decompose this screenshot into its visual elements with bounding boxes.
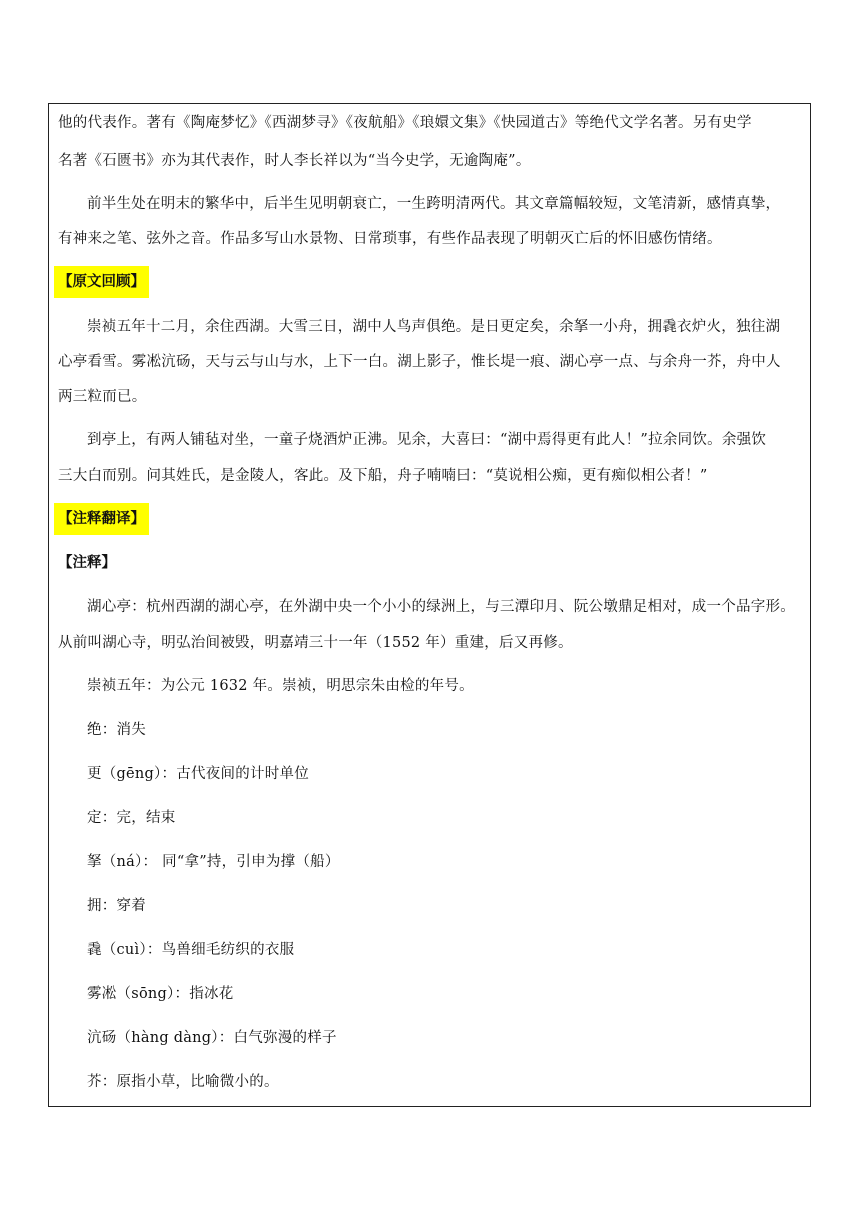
intro-text: 名著《石匮书》亦为其代表作，时人李长祥以为“当今史学，无逾陶庵”。 xyxy=(58,153,531,169)
original-text: 三大白而别。问其姓氏，是金陵人，客此。及下船，舟子喃喃曰：“莫说相公痴，更有痴似相公者！” xyxy=(58,468,708,484)
intro-text: 前半生处在明末的繁华中，后半生见明朝衰亡，一生跨明清两代。其文章篇幅较短，文笔清新，感情真挚， xyxy=(87,196,781,212)
original-text: 两三粒而已。 xyxy=(58,389,147,405)
intro-text: 有神来之笔、弦外之音。作品多写山水景物、日常琐事，有些作品表现了明朝灭亡后的怀旧感伤情绪。 xyxy=(58,231,722,247)
note-item: 拥：穿着 xyxy=(87,898,146,914)
note-item: 从前叫湖心寺，明弘治间被毁，明嘉靖三十一年（1552 年）重建，后又再修。 xyxy=(58,635,573,651)
original-text: 崇祯五年十二月，余住西湖。大雪三日，湖中人鸟声俱绝。是日更定矣，余拏一小舟，拥毳衣炉火，独往湖 xyxy=(87,319,781,335)
original-text: 心亭看雪。雾凇沆砀，天与云与山与水，上下一白。湖上影子，惟长堤一痕、湖心亭一点、与余舟一芥，舟中人 xyxy=(58,354,781,370)
note-item: 拏（ná）： 同“拿”持，引申为撑（船） xyxy=(87,854,340,870)
note-item: 雾凇（sōng）：指冰花 xyxy=(87,986,234,1002)
note-item: 湖心亭：杭州西湖的湖心亭，在外湖中央一个小小的绿洲上，与三潭印月、阮公墩鼎足相对，成一个品字形。 xyxy=(87,599,795,615)
notes-subheading: 【注释】 xyxy=(58,554,116,571)
note-item: 沆砀（hàng dàng）：白气弥漫的样子 xyxy=(87,1030,337,1046)
note-item: 崇祯五年：为公元 1632 年。崇祯，明思宗朱由检的年号。 xyxy=(87,678,474,694)
section-heading-original: 【原文回顾】 xyxy=(54,266,149,298)
note-item: 定：完，结束 xyxy=(87,810,176,826)
note-item: 毳（cuì）：鸟兽细毛纺织的衣服 xyxy=(87,942,295,958)
original-text: 到亭上，有两人铺毡对坐，一童子烧酒炉正沸。见余，大喜曰：“湖中焉得更有此人！”拉余同饮。余强饮 xyxy=(87,432,767,448)
intro-text: 他的代表作。著有《陶庵梦忆》《西湖梦寻》《夜航船》《琅嬛文集》《快园道古》等绝代文学名著。另有史学 xyxy=(58,115,752,131)
note-item: 绝：消失 xyxy=(87,722,146,738)
section-heading-notes: 【注释翻译】 xyxy=(54,503,149,535)
note-item: 芥：原指小草，比喻微小的。 xyxy=(87,1074,279,1090)
note-item: 更（gēng）：古代夜间的计时单位 xyxy=(87,766,309,782)
